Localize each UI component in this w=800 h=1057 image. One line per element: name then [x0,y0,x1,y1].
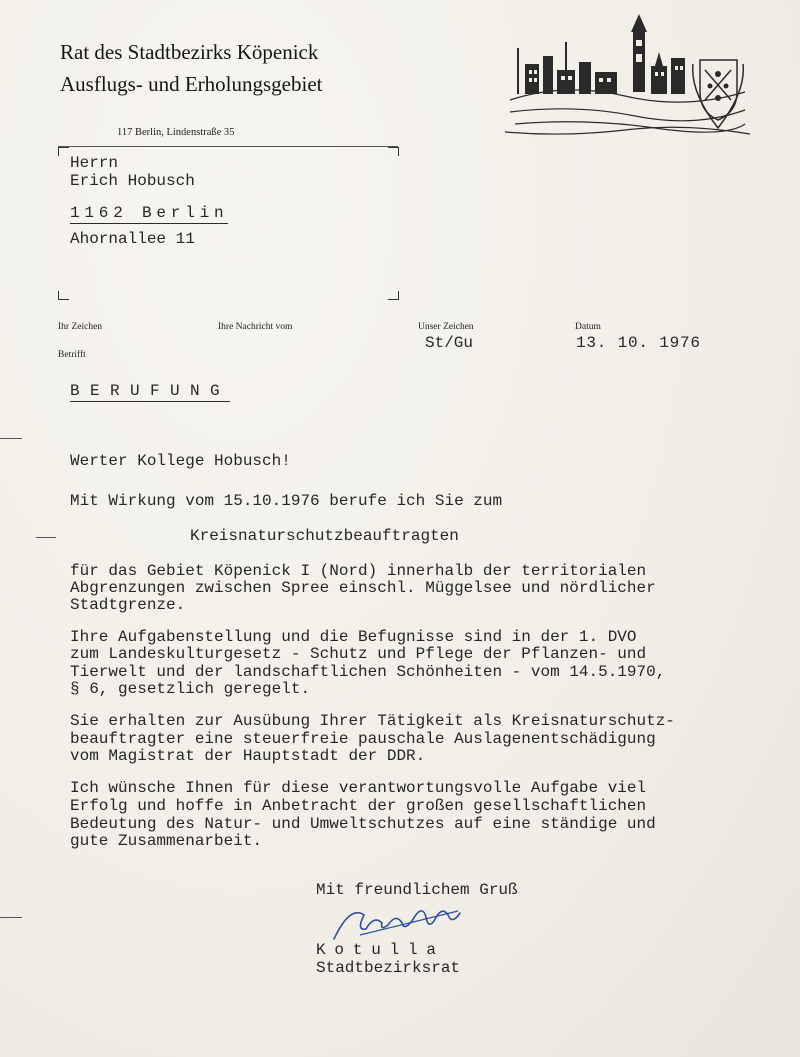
body-line: § 6, gesetzlich geregelt. [70,680,311,698]
body-line: Abgrenzungen zwischen Spree einschl. Müggelsee und nördlicher [70,579,656,597]
label-datum: Datum [575,322,601,332]
body-line: beauftragter eine steuerfreie pauschale Auslagenentschädigung [70,730,656,748]
body-line: Bedeutung des Natur- und Umweltschutzes auf eine ständige und [70,815,656,833]
signer-name: Kotulla [316,941,445,959]
body-line: Sie erhalten zur Ausübung Ihrer Tätigkeit als Kreisnaturschutz- [70,712,675,730]
address-window-corner [388,147,399,156]
label-betrifft: Betrifft [58,350,86,360]
label-unser-zeichen: Unser Zeichen [418,322,474,332]
address-window-corner [58,147,69,156]
recipient-salutation: Herrn [70,154,119,172]
koepenick-cityscape-logo [505,12,750,137]
address-window-top-line [58,146,398,147]
recipient-name: Erich Hobusch [70,172,195,190]
datum-value: 13. 10. 1976 [576,334,701,352]
address-window-corner [388,291,399,300]
fold-mark [36,537,56,538]
label-ihr-zeichen: Ihr Zeichen [58,322,103,332]
fold-mark [0,917,22,918]
fold-mark [0,438,22,439]
body-line: zum Landeskulturgesetz - Schutz und Pflege der Pflanzen- und [70,645,647,663]
org-name-line-1: Rat des Stadtbezirks Köpenick [60,40,319,64]
subject-line: BERUFUNG [70,382,231,400]
appointment-title: Kreisnaturschutzbeauftragten [190,527,459,545]
closing-regards: Mit freundlichem Gruß [316,881,518,899]
body-line: vom Magistrat der Hauptstadt der DDR. [70,747,426,765]
signer-title: Stadtbezirksrat [316,959,461,977]
body-line: gute Zusammenarbeit. [70,832,263,850]
body-line: Tierwelt und der landschaftlichen Schönheiten - vom 14.5.1970, [70,663,666,681]
body-line: Mit Wirkung vom 15.10.1976 berufe ich Sie zum [70,492,503,510]
body-line: für das Gebiet Köpenick I (Nord) innerhalb der territorialen [70,562,647,580]
sender-address: 117 Berlin, Lindenstraße 35 [117,127,235,138]
address-window-corner [58,291,69,300]
body-line: Ich wünsche Ihnen für diese verantwortungsvolle Aufgabe viel [70,779,647,797]
recipient-city: 1162 Berlin [70,204,229,222]
handwritten-signature [330,895,470,947]
body-line: Stadtgrenze. [70,596,186,614]
recipient-street: Ahornallee 11 [70,230,195,248]
body-line: Erfolg und hoffe in Anbetracht der großen gesellschaftlichen [70,797,647,815]
label-ihre-nachricht: Ihre Nachricht vom [218,322,293,332]
unser-zeichen-value: St/Gu [425,334,474,352]
body-line: Ihre Aufgabenstellung und die Befugnisse sind in der 1. DVO [70,628,637,646]
org-name-line-2: Ausflugs- und Erholungsgebiet [60,72,323,96]
greeting: Werter Kollege Hobusch! [70,452,291,470]
